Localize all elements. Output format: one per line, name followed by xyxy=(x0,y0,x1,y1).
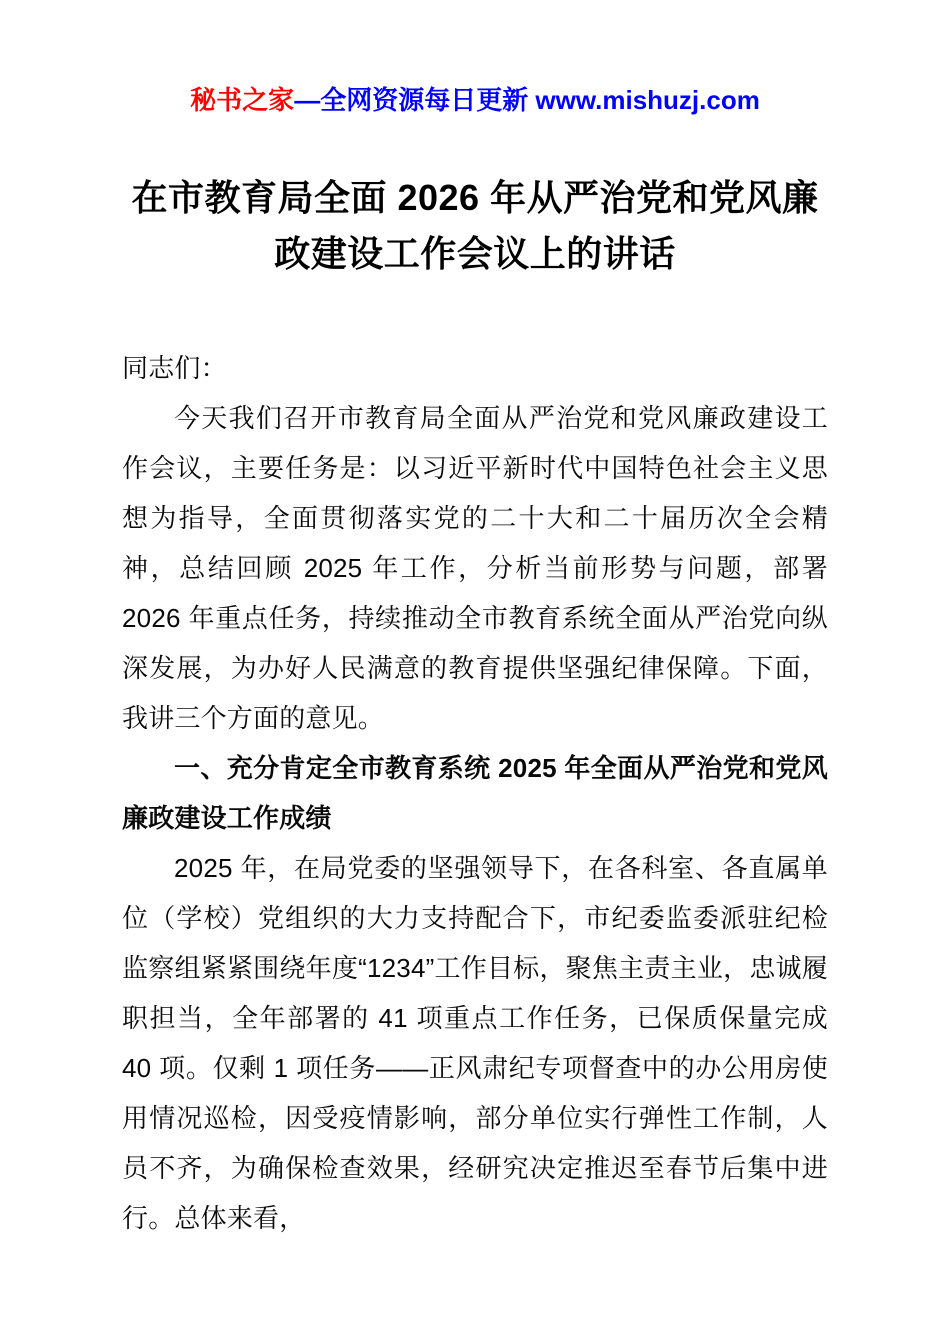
site-header xyxy=(122,84,828,118)
site-brand: 秘书之家 xyxy=(190,85,295,115)
site-tagline: —全网资源每日更新 xyxy=(294,85,536,115)
paragraph-achievements: 2025 年，在局党委的坚强领导下，在各科室、各直属单位（学校）党组织的大力支持配合下，市纪委监委派驻纪检监察组紧紧围绕年度“1234”工作目标，聚焦主责主业，忠诚履职担当，全年部署的 41 项重点工作任务，已保质保量完成 40 项。仅剩 1 项任务——正风肃纪专项督查中的办公用房使用情况巡检，因受疫情影响，部分单位实行弹性工作制，人员不齐，为确保检查效果，经研究决定推迟至春节后集中进行。总体来看， xyxy=(122,853,828,1234)
salutation: 同志们： xyxy=(122,353,227,384)
section-heading-1: 一、充分肯定全市教育系统 2025 年全面从严治党和党风廉政建设工作成绩 xyxy=(122,753,828,834)
paragraph-introduction: 今天我们召开市教育局全面从严治党和党风廉政建设工作会议，主要任务是：以习近平新时代中国特色社会主义思想为指导，全面贯彻落实党的二十大和二十届历次全会精神，总结回顾 2025 年工作，分析当前形势与问题，部署 2026 年重点任务，持续推动全市教育系统全面从严治党向纵深发展，为办好人民满意的教育提供坚强纪律保障。下面，我讲三个方面的意见。 xyxy=(122,403,828,734)
site-url-link[interactable]: www.mishuzj.com xyxy=(535,85,760,115)
document-title: 在市教育局全面 2026 年从严治党和党风廉政建设工作会议上的讲话 xyxy=(131,176,819,274)
document-body xyxy=(122,343,828,1243)
